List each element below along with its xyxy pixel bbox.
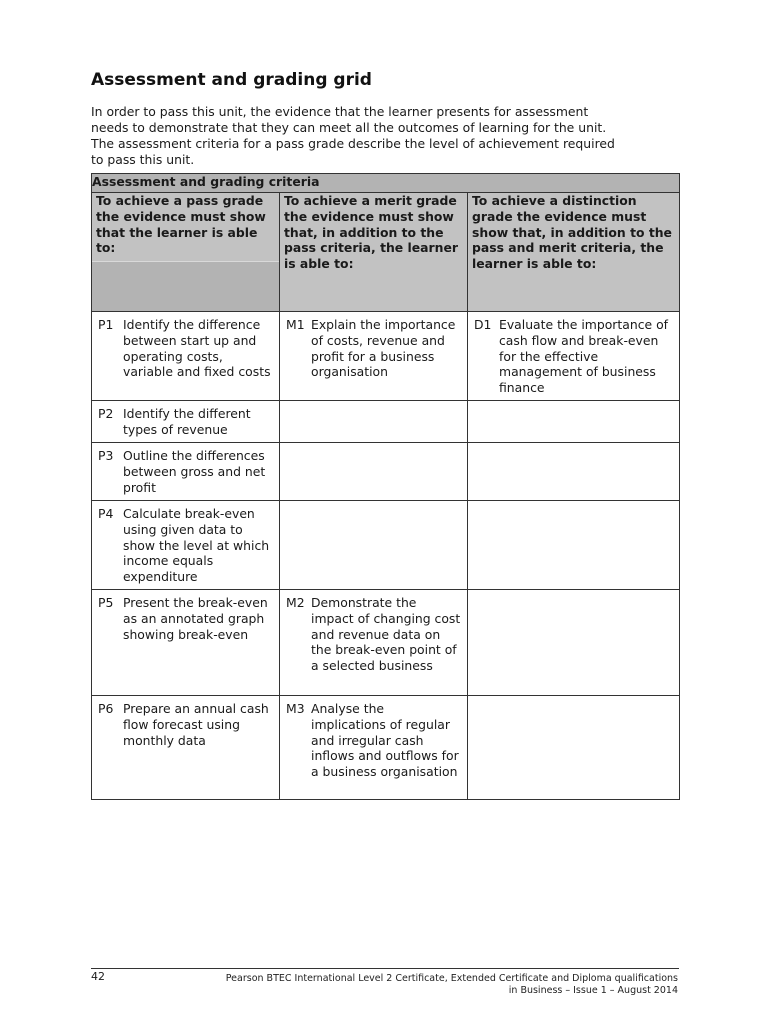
table-row	[92, 500, 680, 589]
criterion-text: Identify the difference between start up and operating costs, variable and fixed costs	[123, 317, 271, 380]
page-number: 42	[91, 970, 105, 983]
criterion-code: P6	[98, 700, 114, 716]
distinction-cell	[468, 589, 680, 695]
criterion-text: Calculate break-even using given data to show the level at which income equals expenditure	[123, 505, 270, 585]
criterion-text: Outline the differences between gross and net profit	[123, 447, 266, 495]
criterion-text: Explain the importance of costs, revenue and profit for a business organisation	[311, 317, 456, 380]
merit-cell	[280, 400, 468, 442]
pass-cell	[92, 400, 280, 442]
header-distinction	[468, 193, 680, 312]
intro-line: to pass this unit.	[91, 152, 195, 167]
merit-cell	[280, 500, 468, 589]
footer-line-1: Pearson BTEC International Level 2 Certificate, Extended Certificate and Diploma qualifications	[225, 973, 678, 984]
merit-cell	[280, 442, 468, 500]
header-pass	[92, 193, 280, 312]
pass-cell	[92, 442, 280, 500]
distinction-cell	[468, 695, 680, 799]
page-title: Assessment and grading grid	[91, 70, 372, 90]
grading-grid-table	[91, 173, 680, 800]
table-row	[92, 312, 680, 401]
header-merit-text: To achieve a merit grade the evidence must show that, in addition to the pass criteria, the learner is able to:	[280, 193, 467, 311]
header-merit	[280, 193, 468, 312]
footer-divider	[91, 968, 679, 969]
table-caption-row	[92, 174, 680, 193]
distinction-cell	[468, 400, 680, 442]
table-caption: Assessment and grading criteria	[92, 174, 680, 193]
criterion-code: P4	[98, 505, 114, 521]
criterion-code: P1	[98, 317, 114, 332]
criterion-code: M1	[286, 317, 305, 332]
merit-cell	[280, 695, 468, 799]
table-header-row	[92, 193, 680, 312]
merit-cell	[280, 312, 468, 401]
footer-text	[226, 973, 678, 997]
criterion-code: P5	[98, 594, 114, 610]
criterion-text: Analyse the implications of regular and irregular cash inflows and outflows for a business organisation	[311, 700, 459, 780]
intro-line: needs to demonstrate that they can meet all the outcomes of learning for the unit.	[91, 120, 607, 135]
distinction-cell	[468, 500, 680, 589]
table-row	[92, 400, 680, 442]
pass-cell	[92, 312, 280, 401]
criterion-code: P3	[98, 447, 114, 463]
footer-line-2: in Business – Issue 1 – August 2014	[508, 985, 678, 996]
header-distinction-text: To achieve a distinction grade the evidence must show that, in addition to the pass and merit criteria, the learner is able to:	[468, 193, 679, 311]
table-row	[92, 589, 680, 695]
pass-cell	[92, 589, 280, 695]
table-row	[92, 442, 680, 500]
pass-cell	[92, 500, 280, 589]
criterion-text: Demonstrate the impact of changing cost and revenue data on the break-even point of a selected business	[311, 594, 461, 674]
intro-line: In order to pass this unit, the evidence that the learner presents for assessment	[91, 104, 589, 119]
pass-cell	[92, 695, 280, 799]
criterion-text: Identify the different types of revenue	[123, 405, 251, 437]
table-row	[92, 695, 680, 799]
header-pass-text: To achieve a pass grade the evidence must show that the learner is able to:	[92, 193, 279, 262]
criterion-code: P2	[98, 405, 114, 421]
distinction-cell	[468, 442, 680, 500]
distinction-cell	[468, 312, 680, 401]
criterion-code: M2	[286, 594, 305, 610]
criterion-text: Prepare an annual cash flow forecast using monthly data	[123, 700, 269, 748]
criterion-code: M3	[286, 700, 305, 716]
criterion-text: Present the break-even as an annotated graph showing break-even	[123, 594, 268, 642]
intro-line: The assessment criteria for a pass grade describe the level of achievement required	[91, 136, 615, 151]
merit-cell	[280, 589, 468, 695]
criterion-code: D1	[474, 317, 492, 332]
criterion-text: Evaluate the importance of cash flow and break-even for the effective management of business finance	[499, 317, 669, 396]
intro-paragraph	[91, 104, 681, 168]
